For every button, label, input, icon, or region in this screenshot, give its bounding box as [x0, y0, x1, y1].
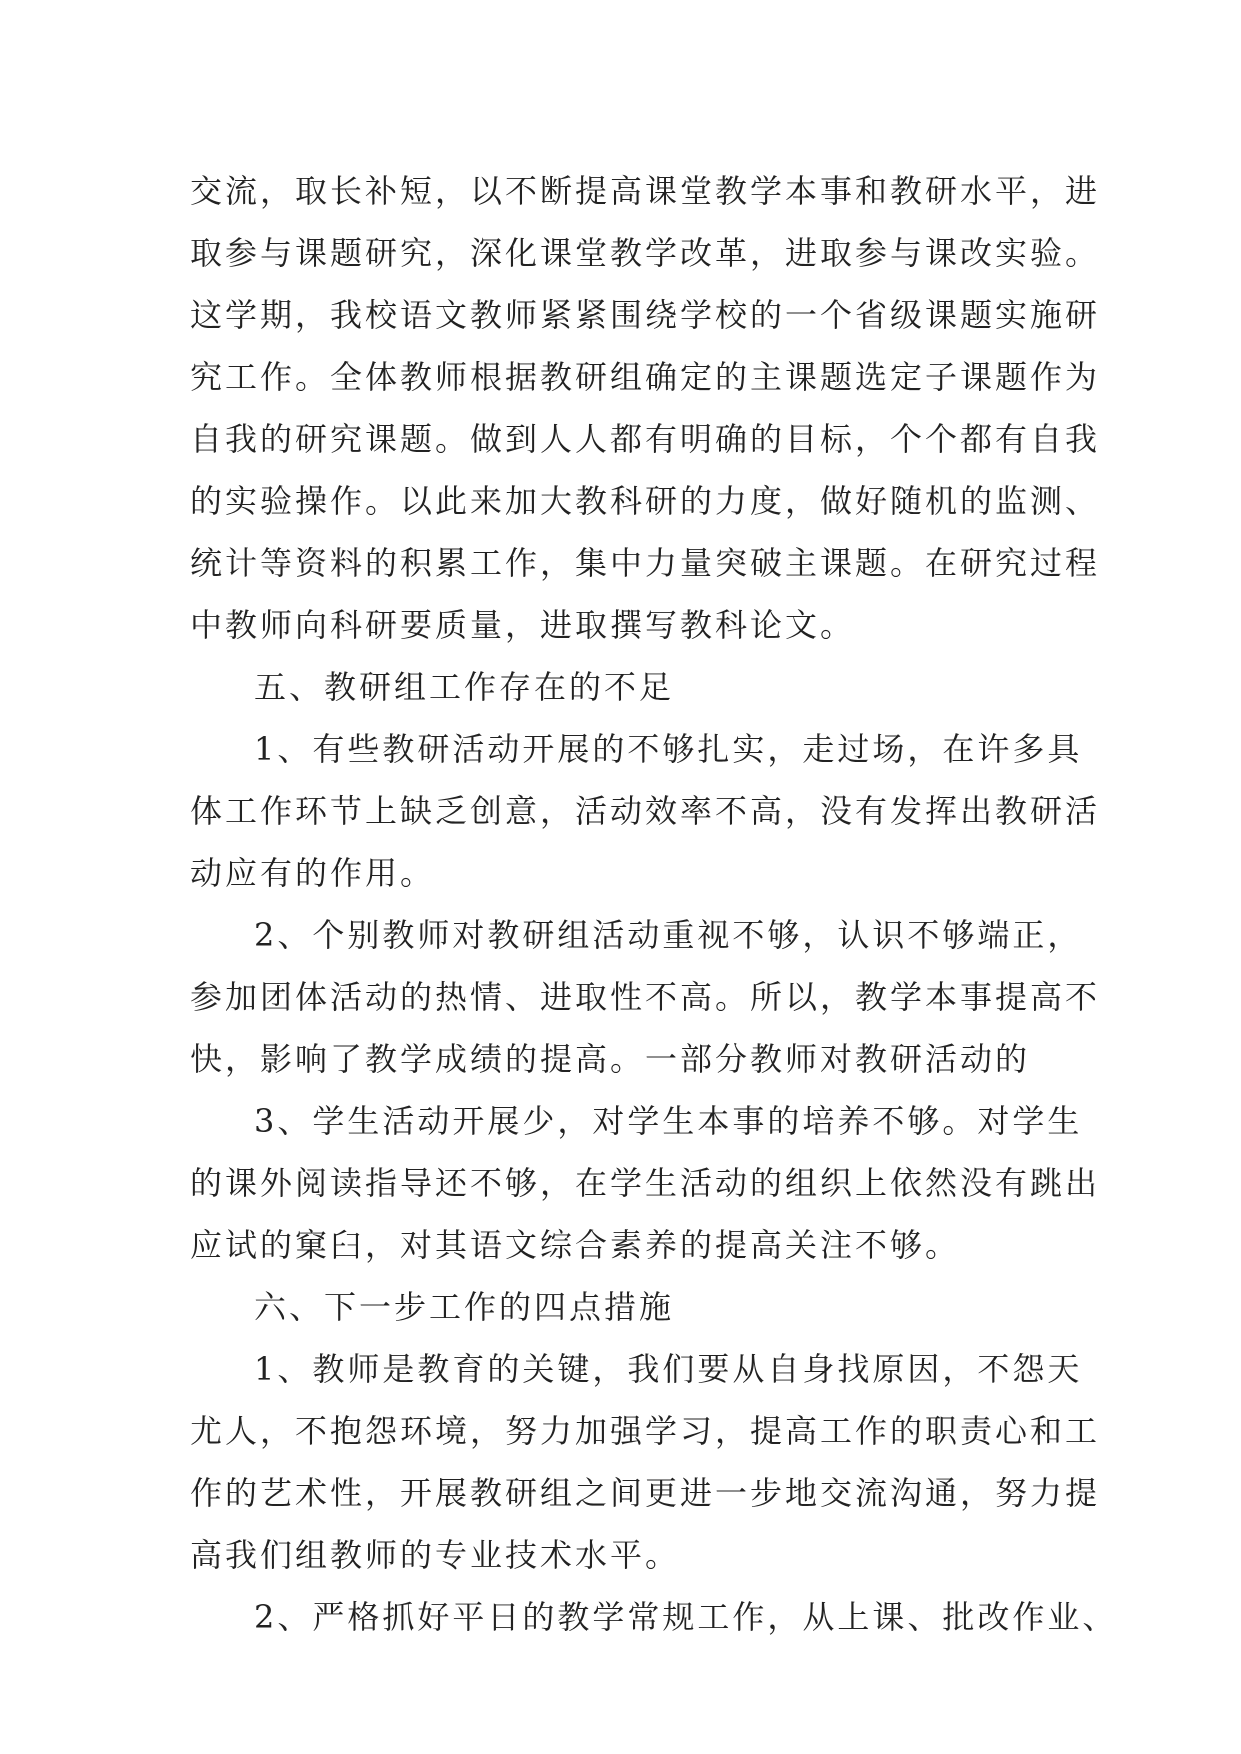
- text-line: 应试的窠臼，对其语文综合素养的提高关注不够。: [190, 1226, 961, 1264]
- text-line: 体工作环节上缺乏创意，活动效率不高，没有发挥出教研活: [190, 792, 1101, 830]
- text-line: 2、严格抓好平日的教学常规工作，从上课、批改作业、: [254, 1598, 1118, 1636]
- text-line: 尤人，不抱怨环境，努力加强学习，提高工作的职责心和工: [190, 1412, 1101, 1450]
- text-line: 这学期，我校语文教师紧紧围绕学校的一个省级课题实施研: [190, 296, 1101, 334]
- text-line: 交流，取长补短，以不断提高课堂教学本事和教研水平，进: [190, 172, 1101, 210]
- text-line: 六、下一步工作的四点措施: [254, 1288, 675, 1326]
- text-line: 自我的研究课题。做到人人都有明确的目标，个个都有自我: [190, 420, 1101, 458]
- text-line: 动应有的作用。: [190, 854, 436, 892]
- text-line: 高我们组教师的专业技术水平。: [190, 1536, 681, 1574]
- text-line: 作的艺术性，开展教研组之间更进一步地交流沟通，努力提: [190, 1474, 1101, 1512]
- document-body: [190, 160, 1118, 1648]
- text-line: 取参与课题研究，深化课堂教学改革，进取参与课改实验。: [190, 234, 1101, 272]
- text-line: 的实验操作。以此来加大教科研的力度，做好随机的监测、: [190, 482, 1101, 520]
- text-line: 中教师向科研要质量，进取撰写教科论文。: [190, 606, 856, 644]
- text-line: 统计等资料的积累工作，集中力量突破主课题。在研究过程: [190, 544, 1101, 582]
- text-line: 2、个别教师对教研组活动重视不够，认识不够端正，: [254, 916, 1083, 954]
- text-line: 究工作。全体教师根据教研组确定的主课题选定子课题作为: [190, 358, 1101, 396]
- text-line: 1、教师是教育的关键，我们要从自身找原因，不怨天: [254, 1350, 1083, 1388]
- text-line: 3、学生活动开展少，对学生本事的培养不够。对学生: [254, 1102, 1083, 1140]
- text-line: 的课外阅读指导还不够，在学生活动的组织上依然没有跳出: [190, 1164, 1101, 1202]
- text-line: 快，影响了教学成绩的提高。一部分教师对教研活动的: [190, 1040, 1031, 1078]
- text-line: 1、有些教研活动开展的不够扎实，走过场，在许多具: [254, 730, 1083, 768]
- text-line: 参加团体活动的热情、进取性不高。所以，教学本事提高不: [190, 978, 1101, 1016]
- text-line: 五、教研组工作存在的不足: [254, 668, 675, 706]
